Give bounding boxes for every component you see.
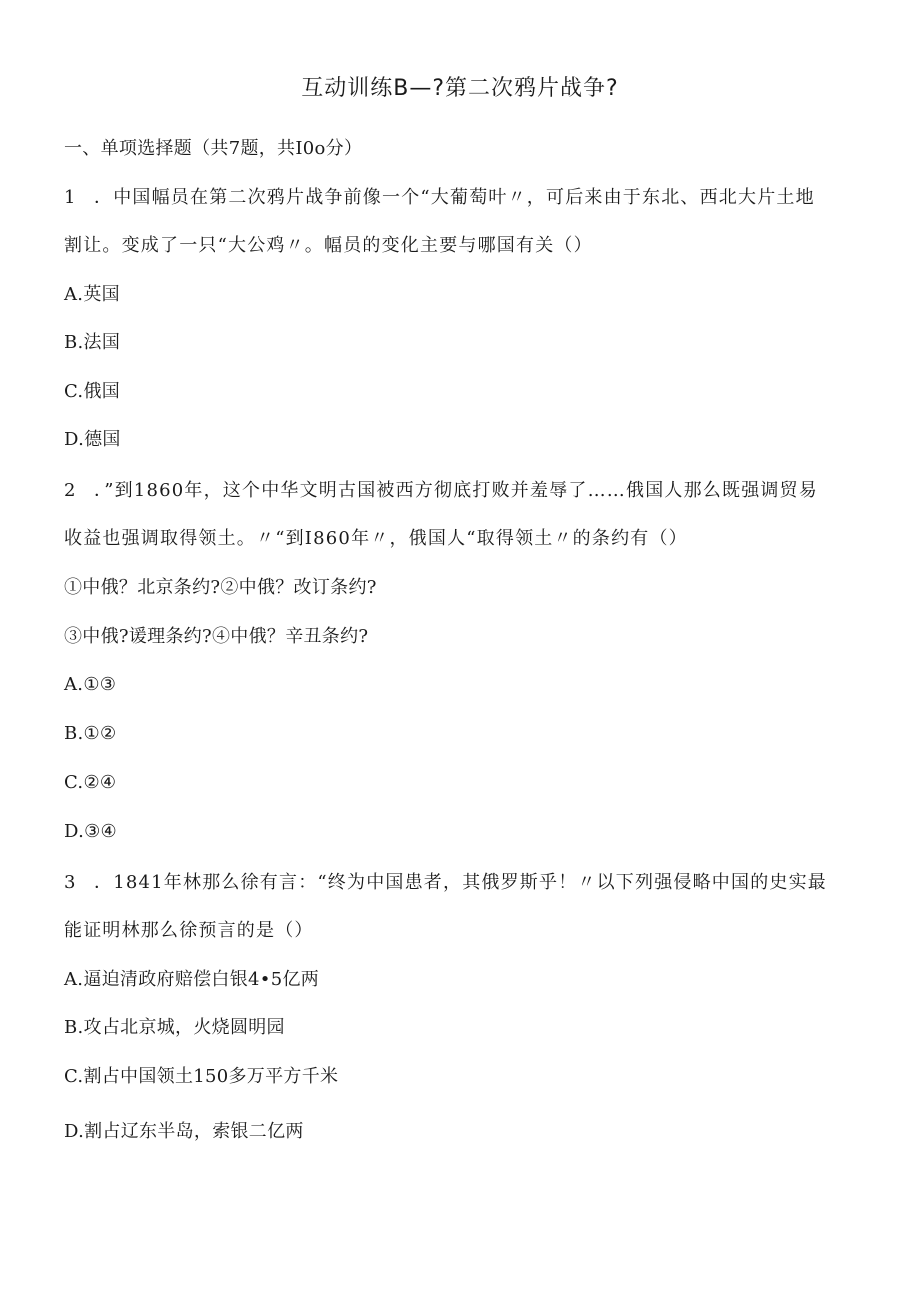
question-2-stem-line2: 收益也强调取得领土。〃“到I860年〃，俄国人“取得领土〃的条约有（） bbox=[64, 528, 688, 549]
question-3-stem-line1 bbox=[64, 870, 827, 896]
question-3-option-b: B.攻占北京城，火烧圆明园 bbox=[64, 1017, 285, 1038]
question-3-option-a: A.逼迫清政府赔偿白银4•5亿两 bbox=[64, 969, 320, 990]
question-1-number: 1 bbox=[64, 187, 77, 208]
question-2-items-line2: ③中俄?谖理条约?④中俄？辛丑条约? bbox=[64, 626, 369, 647]
question-2-option-c: C.②④ bbox=[64, 772, 117, 793]
document-title: 互动训练B—?第二次鸦片战争? bbox=[301, 76, 619, 101]
question-2-number: 2 bbox=[64, 480, 77, 501]
question-1-stem-line1 bbox=[64, 185, 815, 211]
section-heading: 一、单项选择题（共7题，共I0o分） bbox=[64, 138, 363, 159]
question-3-stem-line2: 能证明林那么徐预言的是（） bbox=[64, 920, 314, 941]
question-3-option-c: C.割占中国领土150多万平方千米 bbox=[64, 1066, 339, 1087]
question-2-option-b: B.①② bbox=[64, 723, 117, 744]
question-1-option-c: C.俄国 bbox=[64, 381, 121, 402]
question-1-stem-text: ．中国幅员在第二次鸦片战争前像一个“大葡萄叶〃，可后来由于东北、西北大片土地 bbox=[94, 187, 815, 208]
question-1-option-d: D.德国 bbox=[64, 429, 121, 450]
question-2-option-d: D.③④ bbox=[64, 821, 117, 842]
question-1-stem-line2: 割让。变成了一只“大公鸡〃。幅员的变化主要与哪国有关（） bbox=[64, 235, 593, 256]
question-3-option-d: D.割占辽东半岛，索银二亿两 bbox=[64, 1121, 304, 1142]
question-2-option-a: A.①③ bbox=[64, 674, 117, 695]
question-1-option-b: B.法国 bbox=[64, 332, 121, 353]
question-3-number: 3 bbox=[64, 872, 77, 893]
question-1-option-a: A.英国 bbox=[64, 284, 120, 305]
question-2-items-line1: ①中俄？北京条约?②中俄？改订条约? bbox=[64, 577, 377, 598]
question-3-stem-text: ．1841年林那么徐有言：“终为中国患者，其俄罗斯乎！〃以下列强侵略中国的史实最 bbox=[94, 872, 828, 893]
question-2-stem-line1 bbox=[64, 478, 818, 504]
question-2-stem-text: ．”到1860年，这个中华文明古国被西方彻底打败并羞辱了……俄国人那么既强调贸易 bbox=[94, 480, 819, 501]
